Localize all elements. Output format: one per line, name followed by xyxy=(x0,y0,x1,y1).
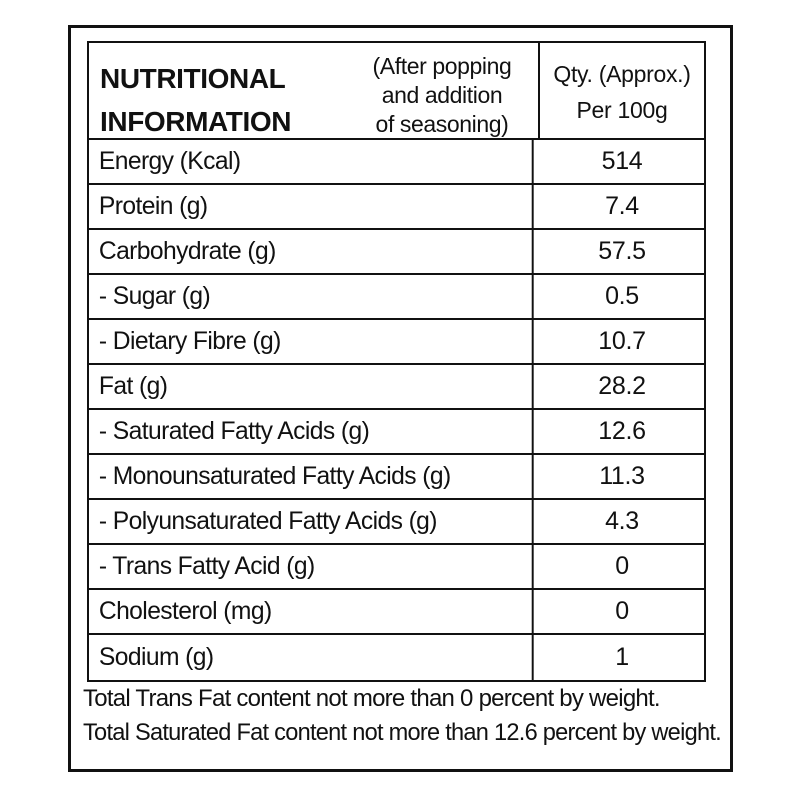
table-row xyxy=(89,140,704,185)
table-row xyxy=(89,365,704,410)
quantity-header-line-1: Qty. (Approx.) xyxy=(553,60,691,87)
preparation-note-line-1: (After popping xyxy=(372,53,512,79)
table-row xyxy=(89,320,704,365)
table-row xyxy=(89,230,704,275)
table-row xyxy=(89,590,704,635)
nutrient-value: 57.5 xyxy=(598,237,646,265)
header-label-cell xyxy=(89,43,540,138)
nutrient-name: - Sugar (g) xyxy=(89,275,534,318)
nutrient-name: Cholesterol (mg) xyxy=(89,590,534,633)
quantity-header-cell xyxy=(540,43,704,138)
nutrient-value: 0 xyxy=(615,552,629,580)
table-row xyxy=(89,410,704,455)
table-header-row xyxy=(89,43,704,140)
nutrient-name: - Dietary Fibre (g) xyxy=(89,320,534,363)
nutrition-table xyxy=(87,41,706,682)
footer-note-trans-fat: Total Trans Fat content not more than 0 percent by weight. xyxy=(83,685,660,712)
nutrient-value: 1 xyxy=(615,643,629,671)
nutrient-name: Sodium (g) xyxy=(89,635,534,680)
nutrient-value: 12.6 xyxy=(598,417,646,445)
nutrient-name: Carbohydrate (g) xyxy=(89,230,534,273)
nutrient-value: 28.2 xyxy=(598,372,646,400)
nutrient-value: 10.7 xyxy=(598,327,646,355)
nutrient-value: 514 xyxy=(601,147,643,175)
table-row xyxy=(89,455,704,500)
preparation-note-line-3: of seasoning) xyxy=(375,111,509,137)
nutrient-value: 7.4 xyxy=(605,192,639,220)
nutrient-name: Protein (g) xyxy=(89,185,534,228)
nutrient-value: 4.3 xyxy=(605,507,639,535)
nutrient-name: Fat (g) xyxy=(89,365,534,408)
table-title-line-2: INFORMATION xyxy=(100,106,292,137)
nutrient-name: - Trans Fatty Acid (g) xyxy=(89,545,534,588)
preparation-note-line-2: and addition xyxy=(381,82,503,108)
quantity-header-line-2: Per 100g xyxy=(576,96,668,123)
table-row xyxy=(89,275,704,320)
nutrient-value: 11.3 xyxy=(599,462,645,490)
nutrition-label xyxy=(68,25,733,772)
table-row xyxy=(89,635,704,680)
table-row xyxy=(89,185,704,230)
nutrient-name: - Polyunsaturated Fatty Acids (g) xyxy=(89,500,534,543)
table-row xyxy=(89,545,704,590)
nutrient-value: 0.5 xyxy=(605,282,639,310)
nutrient-name: Energy (Kcal) xyxy=(89,140,534,183)
table-title xyxy=(100,57,291,143)
preparation-note xyxy=(357,52,527,139)
nutrient-name: - Monounsaturated Fatty Acids (g) xyxy=(89,455,534,498)
footer-note-saturated-fat: Total Saturated Fat content not more than 12.6 percent by weight. xyxy=(83,719,721,746)
table-title-line-1: NUTRITIONAL xyxy=(100,63,286,94)
nutrient-value: 0 xyxy=(615,597,629,625)
table-row xyxy=(89,500,704,545)
footer-notes xyxy=(83,682,723,750)
nutrient-name: - Saturated Fatty Acids (g) xyxy=(89,410,534,453)
